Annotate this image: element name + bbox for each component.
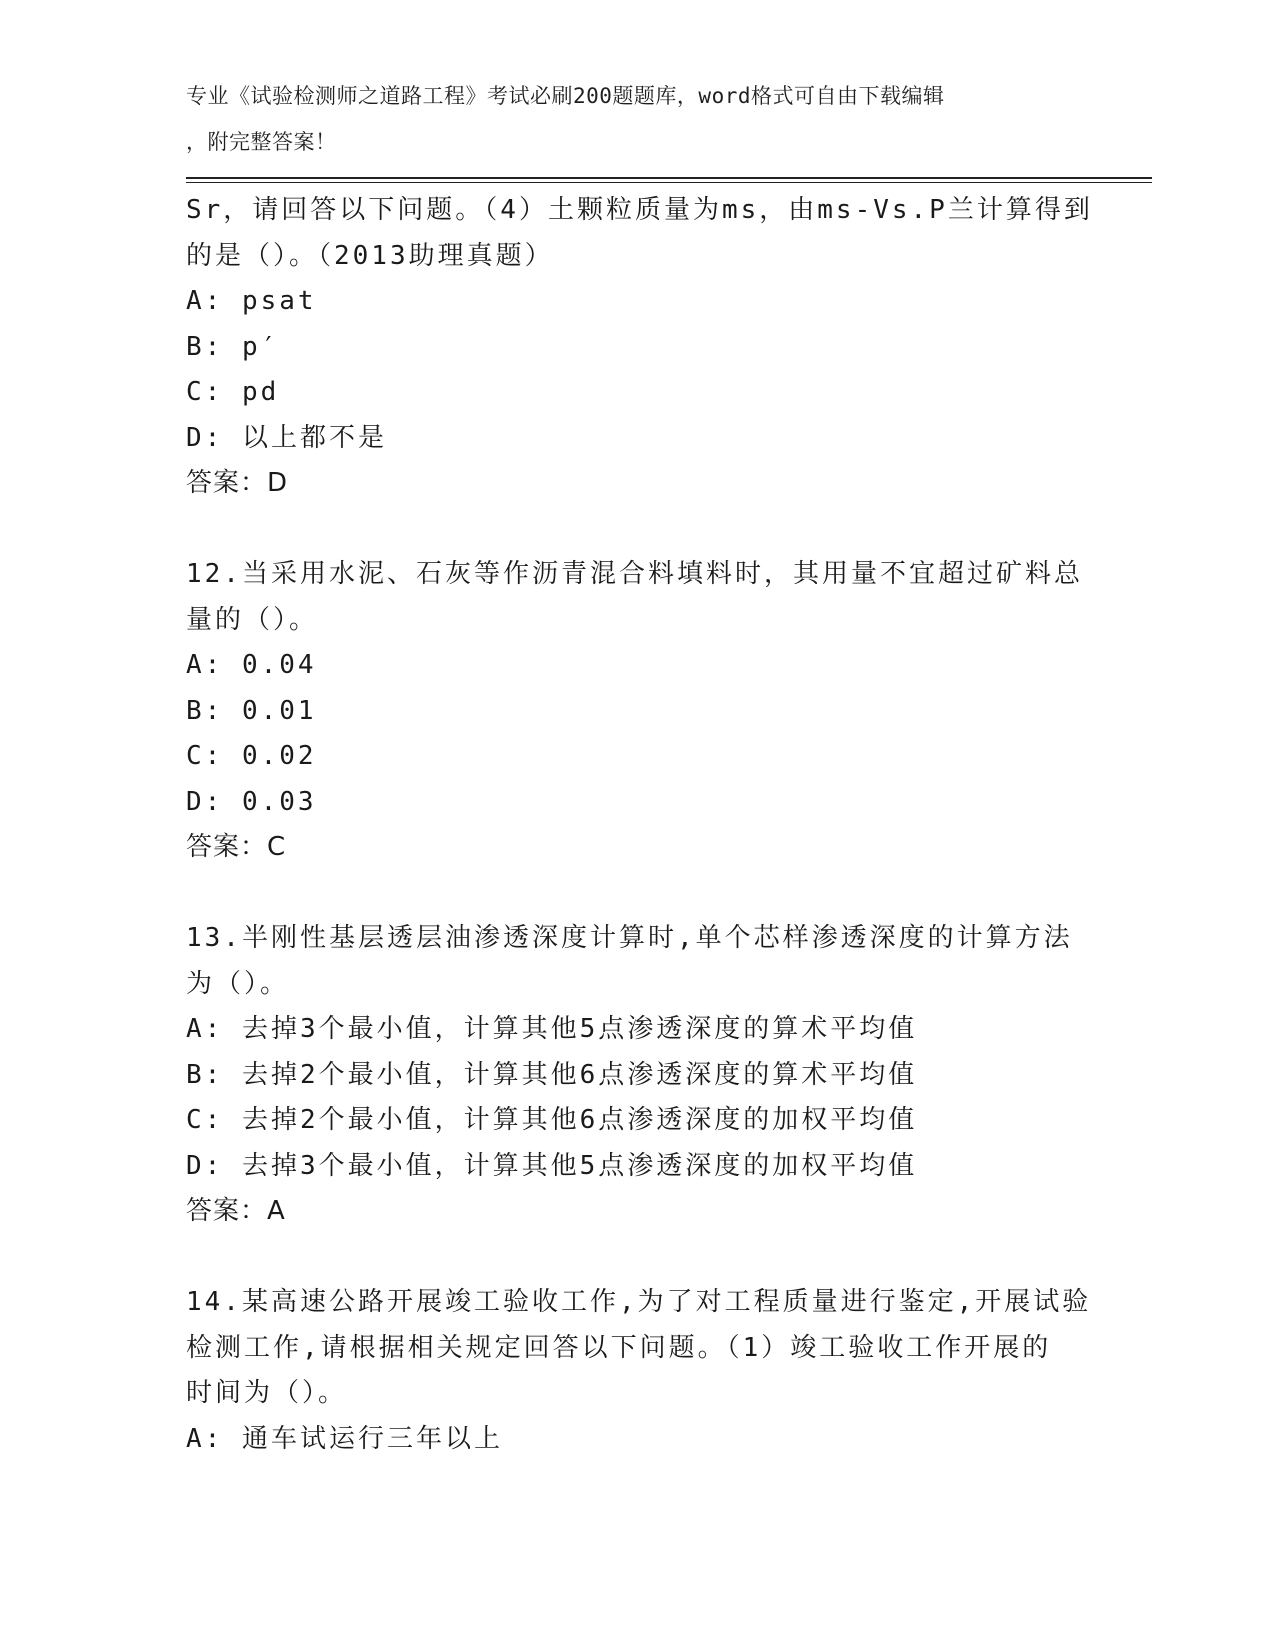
question-stem-line: 的是（）。（2013助理真题） [186,240,554,271]
question-stem-line: 量的（）。 [186,604,319,635]
header-divider-thick [186,177,1152,179]
option-a: A: 去掉3个最小值，计算其他5点渗透深度的算术平均值 [186,1014,918,1044]
question-stem-line: 12.当采用水泥、石灰等作沥青混合料填料时，其用量不宜超过矿料总 [186,559,1083,589]
header-divider-thin [186,182,1152,183]
document-header [186,74,1066,165]
header-line-2: ，附完整答案！ [186,129,337,154]
option-c: C: 0.02 [186,741,317,771]
question-stem-line: 为（）。 [186,968,290,999]
question-stem-line: Sr，请回答以下问题。（4）土颗粒质量为ms，由ms-Vs.P兰计算得到 [186,195,1093,225]
header-line-1: 专业《试验检测师之道路工程》考试必刷200题题库，word格式可自由下载编辑 [186,84,945,108]
option-c: C: 去掉2个最小值，计算其他6点渗透深度的加权平均值 [186,1105,918,1135]
question-list [186,188,1106,1462]
answer-line: 答案：A [186,1196,286,1226]
question-stem-line: 13.半刚性基层透层油渗透深度计算时,单个芯样渗透深度的计算方法 [186,923,1073,953]
question-14 [186,1280,1106,1462]
question-spacer [186,507,1106,553]
option-a: A: 0.04 [186,650,317,680]
question-12 [186,552,1106,871]
question-stem-line: 时间为（）。 [186,1378,348,1408]
question-stem-line: 14.某高速公路开展竣工验收工作,为了对工程质量进行鉴定,开展试验 [186,1287,1092,1317]
option-d: D: 去掉3个最小值，计算其他5点渗透深度的加权平均值 [186,1150,918,1181]
option-b: B: 0.01 [186,695,317,726]
question-stem-line: 检测工作,请根据相关规定回答以下问题。（1）竣工验收工作开展的 [186,1332,1052,1363]
question-13 [186,916,1106,1235]
option-c: C: pd [186,377,280,407]
question-11 [186,188,1106,507]
answer-line: 答案：D [186,468,289,498]
answer-line: 答案：C [186,832,287,862]
option-d: D: 以上都不是 [186,422,387,453]
option-a: A: psat [186,286,317,316]
option-a: A: 通车试运行三年以上 [186,1423,503,1454]
question-spacer [186,871,1106,917]
option-b: B: p′ [186,331,280,362]
option-b: B: 去掉2个最小值，计算其他6点渗透深度的算术平均值 [186,1059,918,1090]
question-spacer [186,1235,1106,1281]
option-d: D: 0.03 [186,786,317,817]
